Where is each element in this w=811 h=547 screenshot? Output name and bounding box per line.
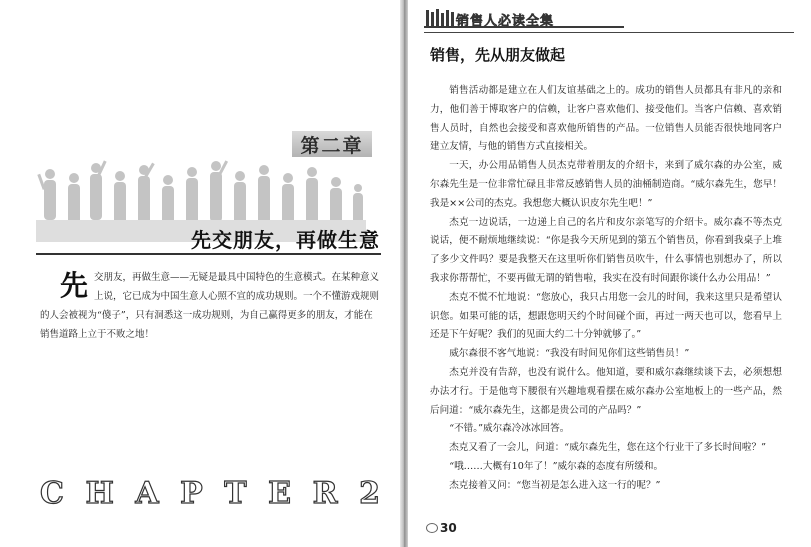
- chapter-en-letter: P: [180, 476, 203, 511]
- intro-dropcap: 先: [60, 269, 89, 302]
- body-paragraph: “哦……大概有10年了！”威尔森的态度有所缓和。: [449, 460, 664, 472]
- chapter-en-letter: H: [85, 476, 114, 511]
- chapter-en-letter: R: [312, 476, 338, 511]
- body-paragraph: 杰克一边说话，一边递上自己的名片和皮尔亲笔写的介绍卡。威尔森不等杰克说话，便不耐烦地继续说：“你是我今天所见到的第五个销售员，你看到我桌子上堆了多少文件吗？要是我整天在这里听你们销售员吹牛，什么事情也别想办了，所以我求你帮帮忙，不要再做无谓的销售啦，我实在没有时间跟你谈什么办公用品！”: [430, 216, 782, 284]
- book-gutter: [400, 0, 408, 547]
- header-rule: [424, 32, 794, 33]
- left-page: [0, 0, 401, 547]
- folio-ornament-icon: [426, 523, 438, 533]
- page-number: [426, 521, 457, 535]
- chapter-english-heading: [40, 476, 380, 511]
- chapter-en-letter: 2: [359, 476, 380, 511]
- chapter-intro: [40, 268, 380, 344]
- chapter-title: 先交朋友，再做生意: [191, 228, 380, 252]
- body-paragraph: 一天，办公用品销售人员杰克带着朋友的介绍卡，来到了威尔森的办公室，威尔森先生是一位非常忙碌且非常反感销售人员的油桶制造商。“威尔森先生，您早！我是××公司的杰克。我想您大概认识皮尔先生吧！”: [430, 160, 782, 209]
- chapter-en-letter: T: [224, 476, 247, 511]
- body-paragraph: 威尔森很不客气地说：“我没有时间见你们这些销售员！”: [449, 348, 690, 360]
- section-title: 销售，先从朋友做起: [430, 46, 566, 64]
- right-page: [408, 0, 811, 547]
- chapter-en-letter: A: [135, 476, 159, 511]
- body-paragraph: 杰克又看了一会儿，问道：“威尔森先生，您在这个行业干了多长时间啦？”: [449, 442, 766, 454]
- chapter-en-letter: E: [268, 476, 292, 511]
- intro-text: 交朋友，再做生意——无疑是最具中国特色的生意模式。在某种意义上说，它已成为中国生意人心照不宣的成功规则。一个不懂游戏规则的人会被视为“傻子”，只有洞悉这一成功规则，为自己赢得更多的朋友，才能在销售道路上立于不败之地！: [40, 272, 380, 340]
- chapter-en-letter: C: [40, 476, 64, 511]
- running-header-title: 销售人必读全集: [456, 14, 555, 29]
- body-paragraph: “不错。”威尔森冷冰冰回答。: [449, 423, 570, 435]
- body-paragraph: 销售活动都是建立在人们友谊基础之上的。成功的销售人员都具有非凡的亲和力，他们善于博取客户的信赖，让客户喜欢他们、接受他们。当客户信赖、喜欢销售人员时，自然也会接受和喜欢他所销售的产品。一位销售人员能否很快地同客户建立友情，与他的销售方式直接相关。: [430, 85, 782, 153]
- chapter-title-rule: [36, 253, 381, 255]
- body-paragraph: 杰克并没有告辞，也没有说什么。他知道，要和威尔森继续谈下去，必须想想办法才行。于是他弯下腰很有兴趣地观看摆在威尔森办公室地板上的一些产品，然后问道：“威尔森先生，这都是贵公司的产品吗？”: [430, 366, 782, 416]
- page-number-text: 30: [440, 521, 457, 535]
- body-paragraph: 杰克接着又问：“您当初是怎么进入这一行的呢？”: [449, 479, 661, 491]
- body-text: [430, 82, 782, 496]
- body-paragraph: 杰克不慌不忙地说：“您放心，我只占用您一会儿的时间，我来这里只是希望认识您。如果可能的话，想跟您明天约个时间碰个面，再过一两天也可以，您看早上还是下午好呢？我们的见面大约二十分钟就够了。”: [430, 291, 782, 341]
- chapter-label: 第二章: [292, 131, 372, 157]
